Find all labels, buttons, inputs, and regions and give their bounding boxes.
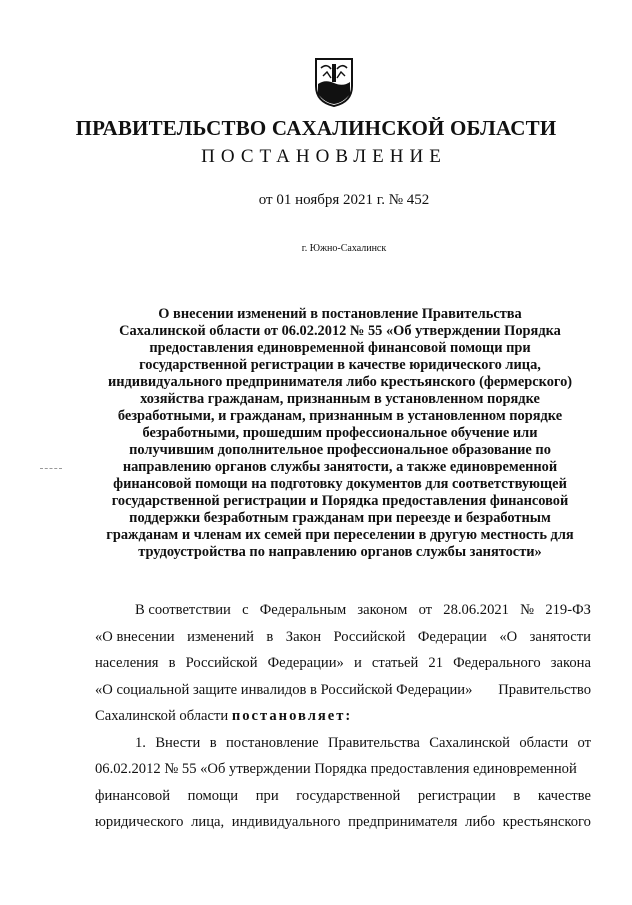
- document-date-number: от 01 ноября 2021 г. № 452: [258, 192, 430, 208]
- word: и: [353, 655, 362, 671]
- document-body: [95, 597, 591, 836]
- word: законом: [357, 602, 408, 618]
- preamble-line: [95, 650, 591, 677]
- word: индивидуального: [231, 814, 341, 830]
- subject-line: предоставления единовременной финансовой помощи при: [149, 340, 531, 356]
- word: от: [577, 734, 591, 751]
- word: регистрации: [417, 787, 496, 804]
- word: населения: [95, 655, 159, 671]
- word: Закон: [285, 628, 322, 645]
- word: Федерации»: [267, 655, 344, 671]
- word: 21: [428, 655, 443, 671]
- subject-line: направлению органов службы занятости, а также единовременной: [122, 459, 558, 475]
- word: изменений: [187, 628, 254, 645]
- subject-line: Сахалинской области от 06.02.2012 № 55 «Об утверждении Порядка: [119, 323, 561, 339]
- word: области: [519, 734, 569, 751]
- subject-line: О внесении изменений в постановление Правительства: [158, 306, 522, 322]
- word: Федерального: [453, 655, 541, 671]
- word: «О внесении: [95, 628, 175, 645]
- subject-line: финансовой помощи на подготовку документов для соответствующей: [113, 476, 567, 492]
- word: крестьянского: [502, 814, 591, 830]
- subject-line: государственной регистрации в качестве юридического лица,: [139, 357, 541, 373]
- word: закона: [550, 655, 591, 671]
- word: занятости: [529, 628, 591, 645]
- preamble-line: [95, 624, 591, 651]
- document-subject: [104, 306, 576, 561]
- word: статьей: [371, 655, 419, 671]
- word: от: [418, 602, 433, 618]
- word: Правительства: [328, 734, 420, 751]
- word: постановление: [226, 734, 319, 751]
- word: либо: [465, 814, 495, 830]
- word: юридического: [95, 814, 184, 830]
- word: №: [520, 602, 535, 618]
- subject-line: государственной регистрации и Порядка предоставления финансовой: [111, 493, 569, 509]
- item-1-line: [95, 756, 591, 783]
- word: 06.02.2012 № 55 «Об утверждении Порядка предоставления единовременной: [95, 761, 577, 777]
- resolves-keyword: постановляет:: [231, 708, 353, 724]
- word: предпринимателя: [348, 814, 458, 830]
- preamble-line: [95, 703, 591, 730]
- word: 28.06.2021: [443, 602, 509, 618]
- word: В соответствии: [135, 602, 231, 618]
- subject-line: поддержки безработным гражданам при переезде и безработным: [129, 510, 551, 526]
- preamble-line: [95, 597, 591, 624]
- word: в: [266, 628, 274, 645]
- word: Федерации: [417, 628, 487, 645]
- document-type: ПОСТАНОВЛЕНИЕ: [201, 146, 447, 167]
- subject-line: получившим дополнительное профессиональное образование по: [129, 442, 551, 458]
- word: помощи: [187, 787, 239, 804]
- subject-line: гражданам и членам их семей при переселении в другую местность для: [106, 527, 574, 543]
- word: Внести: [155, 734, 201, 751]
- word: Российской: [185, 655, 258, 671]
- word: Сахалинской области: [95, 708, 232, 724]
- sakhalin-coat-of-arms-emblem: [313, 56, 355, 108]
- preamble-line: [95, 677, 591, 704]
- subject-line: индивидуального предпринимателя либо крестьянского (фермерского): [107, 374, 573, 390]
- word: при: [255, 787, 279, 804]
- subject-line: безработными, и гражданам, признанным в установленном порядке: [117, 408, 563, 424]
- subject-line: безработными, прошедшим профессиональное обучение или: [142, 425, 538, 441]
- word: качестве: [537, 787, 591, 804]
- word: государственной: [296, 787, 401, 804]
- item-1-line: [95, 730, 591, 757]
- word: финансовой: [95, 787, 171, 804]
- word: лица,: [191, 814, 225, 830]
- word: с: [242, 602, 249, 618]
- word: «О: [499, 628, 518, 645]
- document-city: г. Южно-Сахалинск: [301, 243, 387, 254]
- word: Сахалинской: [429, 734, 510, 751]
- word: в: [168, 655, 176, 671]
- item-1-line: [95, 783, 591, 810]
- word: «О социальной защите инвалидов в Российской Федерации»: [95, 681, 473, 698]
- word: Правительство: [498, 681, 591, 698]
- word: 219-ФЗ: [545, 602, 591, 618]
- item-1-line: [95, 809, 591, 836]
- subject-line: хозяйства гражданам, признанным в установленном порядке: [140, 391, 540, 407]
- word: в: [209, 734, 217, 751]
- government-title: ПРАВИТЕЛЬСТВО САХАЛИНСКОЙ ОБЛАСТИ: [75, 116, 557, 140]
- margin-mark: [40, 468, 62, 469]
- word: в: [513, 787, 521, 804]
- word: Федеральным: [259, 602, 347, 618]
- word: Российской: [333, 628, 406, 645]
- subject-line: трудоустройства по направлению органов службы занятости»: [138, 544, 542, 560]
- item-number: 1.: [135, 734, 146, 751]
